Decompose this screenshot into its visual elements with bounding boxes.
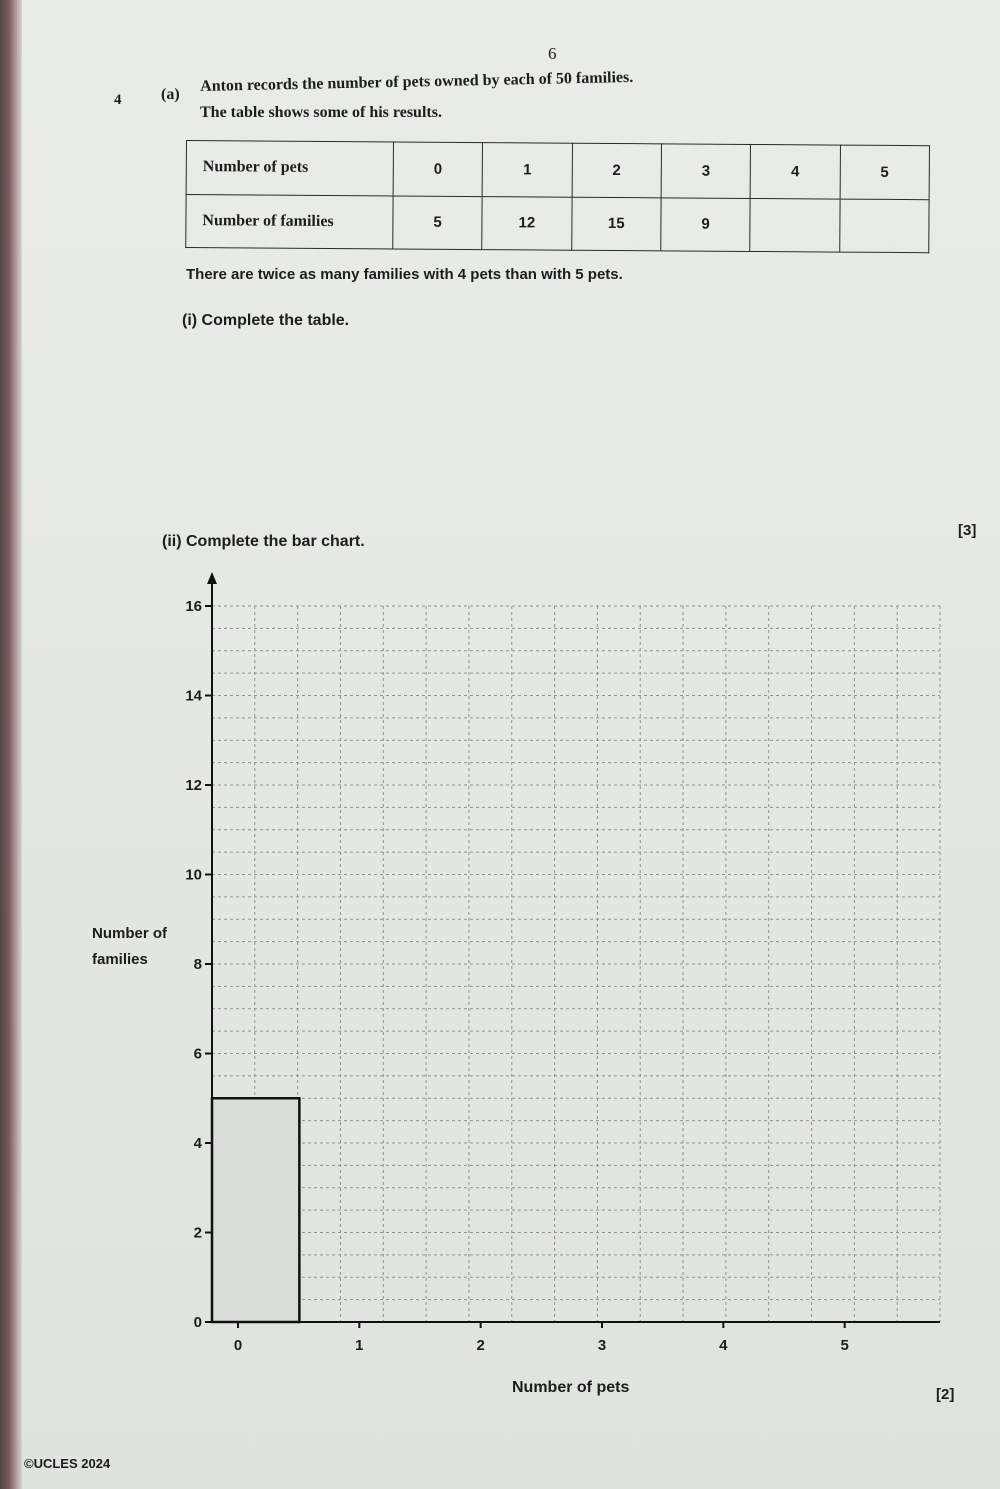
table-header-families: Number of families: [186, 194, 393, 249]
y-tick-label: 14: [185, 687, 202, 705]
y-tick-label: 8: [193, 956, 202, 973]
table-header-pets: Number of pets: [186, 141, 393, 196]
x-tick-label: 4: [719, 1337, 728, 1354]
y-axis-label-line2: families: [92, 951, 148, 968]
chart-bars: [212, 1098, 299, 1322]
x-tick-label: 1: [355, 1337, 364, 1354]
table-cell-pets-2: 2: [572, 143, 662, 197]
part-i-instruction: (i) Complete the table.: [182, 312, 350, 329]
table-cell-pets-5: 5: [840, 145, 930, 199]
y-tick-label: 2: [193, 1224, 202, 1242]
x-tick-label: 3: [597, 1337, 607, 1354]
y-axis-arrow-icon: [207, 572, 217, 584]
question-number: 4: [114, 92, 122, 108]
table-cell-pets-4: 4: [750, 144, 840, 198]
y-tick-label: 12: [185, 777, 202, 794]
y-tick-label: 6: [193, 1045, 202, 1063]
part-ii-marks: [2]: [936, 1386, 955, 1403]
bar-0: [212, 1098, 299, 1322]
table-cell-families-1: 12: [482, 196, 572, 250]
y-tick-label: 4: [193, 1135, 202, 1152]
table-cell-families-0: 5: [393, 195, 483, 249]
question-part-label: (a): [161, 86, 180, 103]
x-tick-label: 5: [840, 1337, 849, 1354]
x-axis-label: Number of pets: [512, 1379, 630, 1396]
table-cell-families-2: 15: [571, 197, 661, 251]
x-tick-label: 0: [233, 1337, 243, 1354]
question-intro-line2: The table shows some of his results.: [200, 104, 442, 121]
part-i-marks: [3]: [958, 522, 977, 539]
page-number: 6: [548, 44, 557, 63]
question-note: There are twice as many families with 4 pets than with 5 pets.: [186, 266, 623, 283]
x-tick-label: 2: [476, 1337, 485, 1354]
copyright-notice: ©UCLES 2024: [24, 1456, 111, 1471]
chart-grid: [212, 606, 940, 1322]
y-axis-label-line1: Number of: [92, 925, 167, 942]
y-tick-label: 16: [185, 598, 202, 615]
table-cell-families-3: 9: [661, 197, 751, 251]
table-cell-pets-3: 3: [661, 144, 751, 198]
table-cell-pets-0: 0: [393, 142, 483, 196]
y-tick-label: 10: [185, 866, 202, 884]
part-ii-instruction: (ii) Complete the bar chart.: [162, 533, 365, 550]
y-tick-label: 0: [193, 1314, 202, 1331]
chart-axes: [205, 572, 940, 1328]
question-intro-line1: Anton records the number of pets owned by each of 50 families.: [200, 68, 634, 95]
table-cell-pets-1: 1: [482, 143, 572, 197]
